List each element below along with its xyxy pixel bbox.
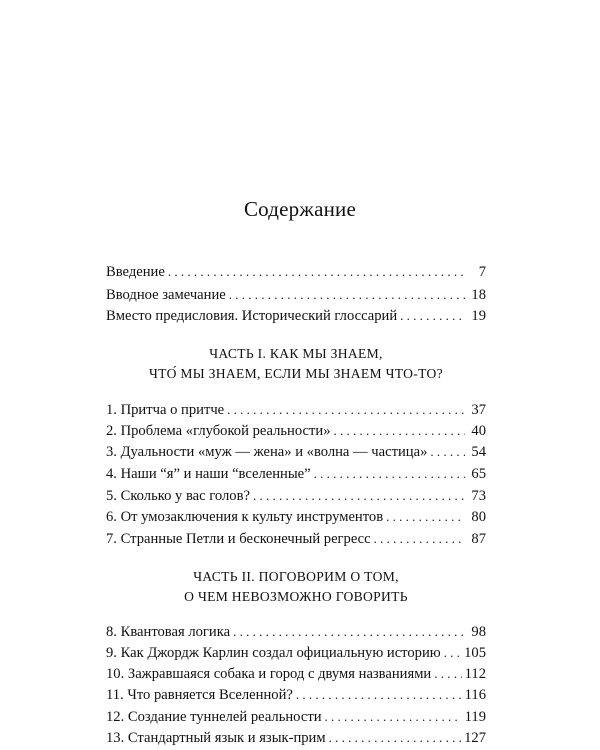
toc-entry-label: Вводное замечание (106, 287, 226, 303)
toc-entry (106, 643, 486, 663)
leader-dots (314, 464, 465, 484)
toc-entry-page: 105 (464, 645, 486, 661)
part-heading-1-line2: ЧТО́ МЫ ЗНАЕМ, ЕСЛИ МЫ ЗНАЕМ ЧТО-ТО? (149, 366, 443, 381)
toc-entry (106, 728, 486, 748)
toc-entry-label: 3. Дуальности «муж — жена» и «волна — частица» (106, 444, 428, 460)
toc-entry (106, 507, 486, 527)
toc-entry-label: 2. Проблема «глубокой реальности» (106, 423, 331, 439)
toc-entry-label: 5. Сколько у вас голов? (106, 488, 250, 504)
leader-dots (334, 421, 466, 441)
toc-entry-label: Вместо предисловия. Исторический глоссарий (106, 308, 398, 324)
part-heading-1-line1: ЧАСТЬ I. КАК МЫ ЗНАЕМ, (209, 346, 383, 361)
toc-entry (106, 529, 486, 549)
toc-entry-page: 127 (464, 730, 486, 746)
toc-entry-label: 4. Наши “я” и наши “вселенные” (106, 466, 311, 482)
leader-dots (227, 400, 465, 420)
toc-entry (106, 285, 486, 305)
toc-entry-page: 112 (464, 666, 486, 682)
leader-dots (374, 529, 465, 549)
toc-entry (106, 262, 486, 282)
leader-dots (229, 285, 465, 305)
toc-entry-page: 7 (478, 264, 486, 280)
toc-entry-label: 10. Зажравшаяся собака и город с двумя названиями (106, 666, 432, 682)
toc-entry-page: 73 (471, 488, 486, 504)
leader-dots (253, 486, 465, 506)
toc-entry-page: 98 (471, 624, 486, 640)
toc-entry-page: 116 (464, 687, 486, 703)
toc-entry (106, 486, 486, 506)
page-title: Содержание (243, 197, 357, 221)
toc-entry-label: 13. Стандартный язык и язык-прим (106, 730, 326, 746)
toc-entry-page: 80 (471, 509, 486, 525)
toc-entry (106, 400, 486, 420)
toc-entry-page: 40 (471, 423, 486, 439)
leader-dots (168, 262, 465, 282)
leader-dots (325, 707, 462, 727)
toc-entry (106, 685, 486, 705)
toc-entry-page: 87 (471, 531, 486, 547)
leader-dots (444, 643, 461, 663)
toc-entry-label: 12. Создание туннелей реальности (106, 709, 322, 725)
part-heading-2-line1: ЧАСТЬ II. ПОГОВОРИМ О ТОМ, (193, 569, 399, 584)
leader-dots (400, 306, 465, 326)
toc-entry-label: 7. Странные Петли и бесконечный регресс (106, 531, 371, 547)
part-heading-2-line2: О ЧЕМ НЕВОЗМОЖНО ГОВОРИТЬ (184, 589, 408, 604)
toc-entry-page: 54 (471, 444, 486, 460)
toc-entry-page: 37 (471, 402, 486, 418)
toc-entry-page: 65 (471, 466, 486, 482)
leader-dots (296, 685, 462, 705)
leader-dots (233, 622, 465, 642)
toc-entry-page: 119 (464, 709, 486, 725)
leader-dots (430, 442, 465, 462)
toc-entry-label: Введение (106, 264, 165, 280)
leader-dots (434, 664, 461, 684)
toc-entry-label: 1. Притча о притче (106, 402, 225, 418)
toc-entry (106, 442, 486, 462)
toc-entry (106, 707, 486, 727)
toc-entry-page: 18 (471, 287, 486, 303)
toc-entry (106, 664, 486, 684)
toc-entry (106, 622, 486, 642)
toc-entry-page: 19 (471, 308, 486, 324)
leader-dots (329, 728, 462, 748)
toc-entry-label: 8. Квантовая логика (106, 624, 231, 640)
toc-entry-label: 9. Как Джордж Карлин создал официальную историю (106, 645, 441, 661)
toc-entry (106, 464, 486, 484)
toc-entry-label: 11. Что равняется Вселенной? (106, 687, 293, 703)
toc-entry-label: 6. От умозаключения к культу инструментов (106, 509, 384, 525)
leader-dots (386, 507, 465, 527)
toc-entry (106, 306, 486, 326)
toc-entry (106, 421, 486, 441)
